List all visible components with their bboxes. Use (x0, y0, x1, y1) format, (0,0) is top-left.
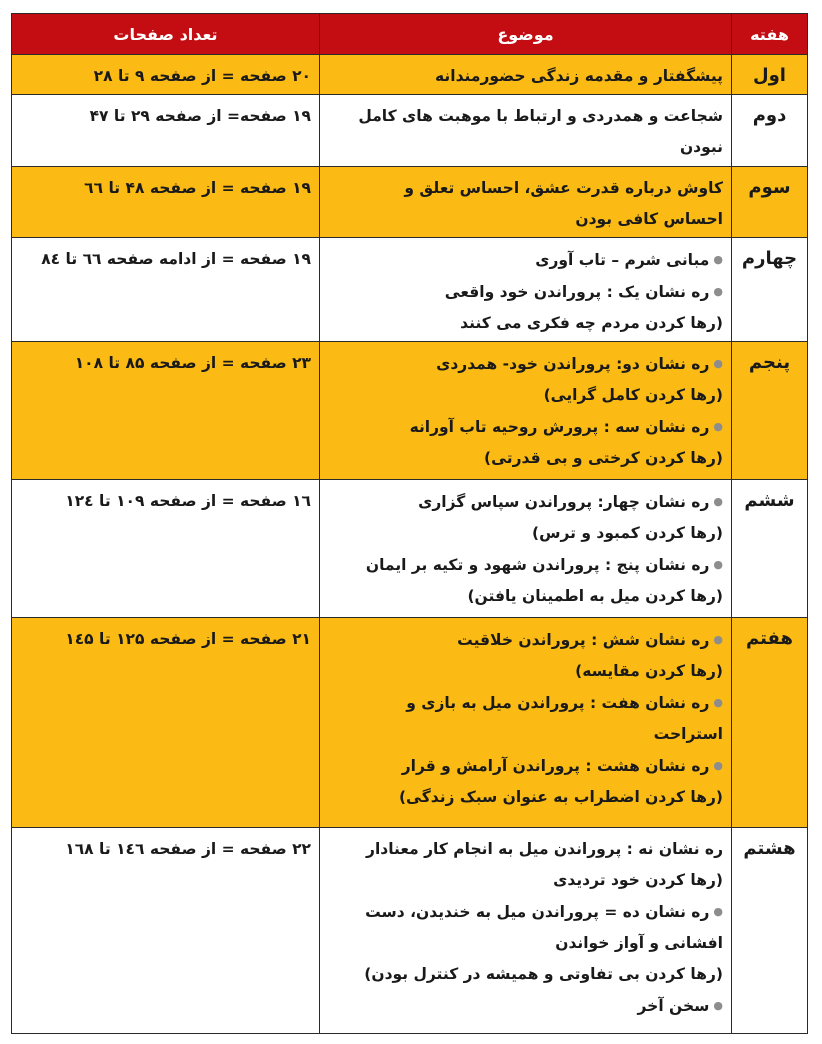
topic-text: افشانی و آواز خواندن (555, 934, 723, 952)
pages-cell (12, 95, 320, 167)
table-row (12, 480, 808, 618)
topic-line (328, 687, 723, 719)
table-row (12, 167, 808, 238)
bullet-icon: ● (713, 357, 723, 370)
bullet-icon: ● (713, 495, 723, 508)
header-week: هفته (732, 14, 808, 55)
topic-line (328, 173, 723, 204)
topic-line (328, 204, 723, 235)
table-row (12, 618, 808, 828)
topic-line (328, 782, 723, 813)
topic-line (328, 101, 723, 132)
bullet-icon: ● (713, 558, 723, 571)
pages-text: ۲۰ صفحه = از صفحه ۹ تا ۲۸ (93, 67, 311, 85)
topic-line (328, 486, 723, 518)
topic-text: پیشگفتار و مقدمه زندگی حضورمندانه (435, 67, 723, 85)
pages-text: ۲۱ صفحه = از صفحه ۱۲۵ تا ۱٤۵ (65, 630, 311, 648)
header-row (12, 14, 808, 55)
topic-text: ره نشان شش : پروراندن خلاقیت (457, 631, 710, 649)
week-cell: سوم (732, 167, 808, 238)
pages-text: ۲۲ صفحه = از صفحه ١٤٦ تا ١٦٨ (65, 840, 311, 858)
topic-cell (320, 95, 732, 167)
topic-line (328, 61, 723, 92)
topic-text: (رها کردن بی تفاوتی و همیشه در کنترل بودن) (364, 965, 723, 983)
topic-line (328, 656, 723, 687)
topic-cell (320, 238, 732, 342)
topic-text: سخن آخر (637, 997, 710, 1015)
pages-cell (12, 618, 320, 828)
bullet-icon: ● (713, 696, 723, 709)
week-cell: اول (732, 55, 808, 95)
topic-line (328, 518, 723, 549)
schedule-table (11, 13, 808, 1034)
topic-line (328, 865, 723, 896)
topic-text: کاوش درباره قدرت عشق، احساس تعلق و (404, 179, 723, 197)
topic-text: (رها کردن میل به اطمینان یافتن) (467, 587, 723, 605)
topic-line (328, 308, 723, 339)
week-cell: دوم (732, 95, 808, 167)
topic-text: شجاعت و همدردی و ارتباط با موهبت های کامل (358, 107, 723, 125)
topic-text: (رها کردن کمبود و ترس) (532, 524, 723, 542)
topic-line (328, 411, 723, 443)
topic-text: ره نشان ده = پروراندن میل به خندیدن، دست (365, 903, 710, 921)
table-row (12, 342, 808, 480)
header-pages: تعداد صفحات (12, 14, 320, 55)
pages-text: ۱۹ صفحه= از صفحه ۲۹ تا ۴۷ (89, 107, 311, 125)
topic-line (328, 959, 723, 990)
topic-text: (رها کردن خود تردیدی (553, 871, 723, 889)
topic-text: ره نشان هشت : پروراندن آرامش و قرار (401, 757, 710, 775)
topic-line (328, 990, 723, 1022)
topic-line (328, 276, 723, 308)
topic-text: (رها کردن اضطراب به عنوان سبک زندگی) (398, 788, 723, 806)
topic-text: ره نشان سه : پرورش روحیه تاب آورانه (409, 418, 710, 436)
topic-cell (320, 55, 732, 95)
table-row (12, 828, 808, 1034)
pages-cell (12, 342, 320, 480)
topic-line (328, 719, 723, 750)
topic-text: ره نشان چهار: پروراندن سپاس گزاری (418, 493, 710, 511)
pages-cell (12, 55, 320, 95)
pages-text: ۱۹ صفحه = از ادامه صفحه ٦٦ تا ٨٤ (41, 250, 311, 268)
header-topic: موضوع (320, 14, 732, 55)
topic-cell (320, 618, 732, 828)
bullet-icon: ● (713, 285, 723, 298)
topic-line (328, 348, 723, 380)
pages-text: ۱۹ صفحه = از صفحه ۴۸ تا ٦٦ (84, 179, 311, 197)
topic-line (328, 549, 723, 581)
topic-text: ره نشان هفت : پروراندن میل به بازی و (406, 694, 710, 712)
topic-text: ره نشان پنج : پروراندن شهود و تکیه بر ایمان (365, 556, 710, 574)
topic-text: مبانی شرم – تاب آوری (535, 251, 710, 269)
topic-line (328, 750, 723, 782)
topic-line (328, 380, 723, 411)
pages-cell (12, 167, 320, 238)
topic-text: (رها کردن مردم چه فکری می کنند (460, 314, 723, 332)
topic-cell (320, 480, 732, 618)
week-cell: هشتم (732, 828, 808, 1034)
topic-text: احساس کافی بودن (575, 210, 723, 228)
table-body (12, 55, 808, 1034)
topic-line (328, 624, 723, 656)
bullet-icon: ● (713, 759, 723, 772)
topic-text: ره نشان یک : پروراندن خود واقعی (444, 283, 710, 301)
week-cell: ششم (732, 480, 808, 618)
topic-line (328, 928, 723, 959)
topic-line (328, 834, 723, 865)
week-cell: پنجم (732, 342, 808, 480)
topic-line (328, 581, 723, 612)
topic-text: نبودن (679, 138, 723, 156)
topic-cell (320, 342, 732, 480)
pages-text: ۲۳ صفحه = از صفحه ۸۵ تا ۱۰۸ (74, 354, 311, 372)
topic-line (328, 244, 723, 276)
week-cell: هفتم (732, 618, 808, 828)
bullet-icon: ● (713, 905, 723, 918)
topic-text: (رها کردن مقایسه) (575, 662, 723, 680)
table-row (12, 95, 808, 167)
table-row (12, 55, 808, 95)
pages-text: ١٦ صفحه = از صفحه ۱۰۹ تا ۱۲٤ (65, 492, 311, 510)
topic-line (328, 896, 723, 928)
topic-text: (رها کردن کرختی و بی قدرتی) (484, 449, 723, 467)
bullet-icon: ● (713, 999, 723, 1012)
bullet-icon: ● (713, 420, 723, 433)
topic-cell (320, 828, 732, 1034)
table-row (12, 238, 808, 342)
topic-line (328, 443, 723, 474)
pages-cell (12, 828, 320, 1034)
topic-cell (320, 167, 732, 238)
bullet-icon: ● (713, 633, 723, 646)
pages-cell (12, 480, 320, 618)
week-cell: چهارم (732, 238, 808, 342)
topic-text: استراحت (653, 725, 723, 743)
topic-text: ره نشان دو: پروراندن خود- همدردی (436, 355, 710, 373)
bullet-icon: ● (713, 253, 723, 266)
topic-text: ره نشان نه : پروراندن میل به انجام کار معنادار (366, 840, 723, 858)
topic-line (328, 132, 723, 163)
pages-cell (12, 238, 320, 342)
topic-text: (رها کردن کامل گرایی) (543, 386, 723, 404)
